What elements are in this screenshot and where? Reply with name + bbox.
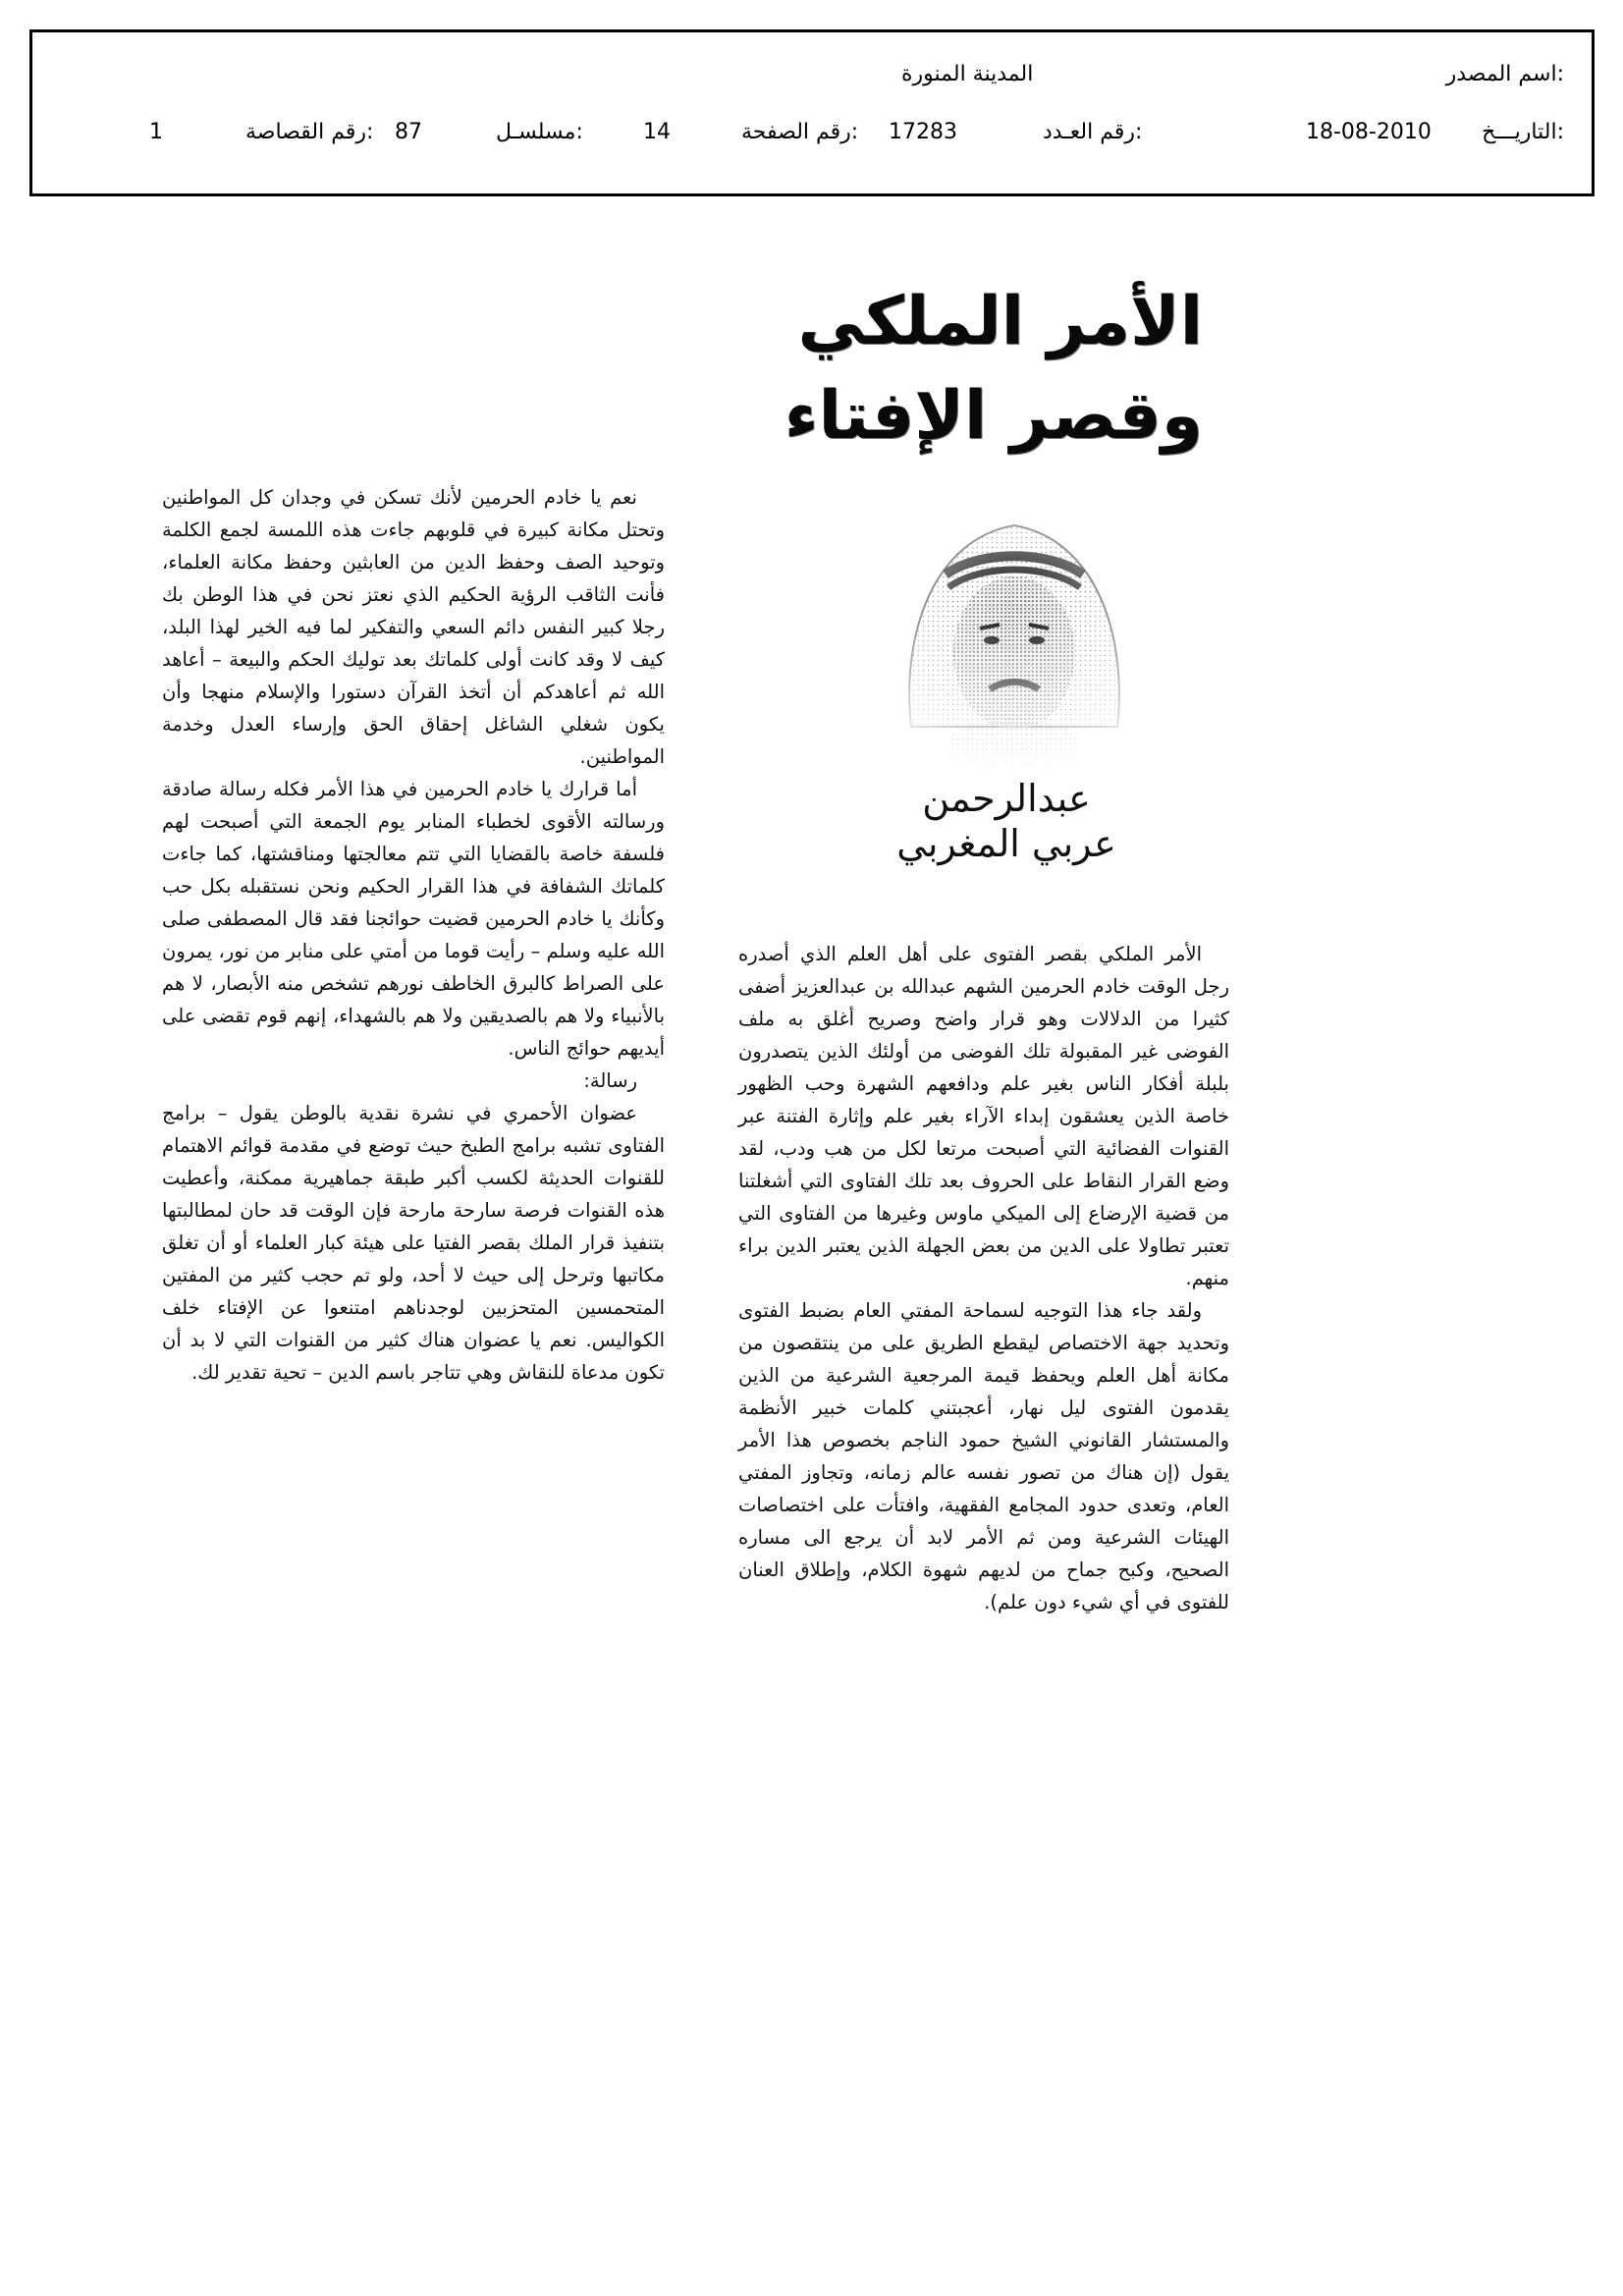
author-byline — [844, 776, 1168, 866]
left-paragraph-1: نعم يا خادم الحرمين لأنك تسكن في وجدان كل المواطنين وتحتل مكانة كبيرة في قلوبهم جاءت هذه اللمسة لجمع الكلمة وتوحيد الصف وحفظ الدين من العابثين وحفظ مكانة العلماء، فأنت الثاقب الرؤية الحكيم الذي نعتز نحن في هذا الوطن بك رجلا كبير النفس دائم السعي والتفكير لما فيه الخير لهذا البلد، كيف لا وقد كانت أولى كلماتك بعد توليك الحكم والبيعة – أعاهد الله ثم أعاهدكم أن أتخذ القرآن دستورا والإسلام منهجا وأن يكون شغلي الشاغل إحقاق الحق وإرساء العدل وخدمة المواطنين. — [162, 486, 665, 768]
serial-value: 87 — [395, 120, 422, 144]
date-value: 18-08-2010 — [1306, 120, 1432, 144]
right-paragraph-2: ولقد جاء هذا التوجيه لسماحة المفتي العام بضبط الفتوى وتحديد جهة الاختصاص ليقطع الطريق على من ينتقصون من مكانة أهل العلم ويحفظ قيمة المرجعية الشرعية من الذين يقدمون الفتوى ليل نهار، أعجبتني كلمات خبير الأنظمة والمستشار القانوني الشيخ حمود الناجم بخصوص هذا الأمر يقول (إن هناك من تصور نفسه عالم زمانه، وتجاوز المفتي العام، وتعدى حدود المجامع الفقهية، وافتأت على اختصاصات الهيئات الشرعية ومن ثم الأمر لابد أن يرجع الى مساره الصحيح، وكبح جماح من لديهم شهوة الكلام، وإطلاق العنان للفتوى في أي شيء دون علم). — [738, 1299, 1229, 1613]
message-label: رسالة: — [583, 1069, 637, 1092]
issue-label: رقم العـدد: — [1043, 120, 1143, 144]
right-paragraph-1: الأمر الملكي بقصر الفتوى على أهل العلم الذي أصدره رجل الوقت خادم الحرمين الشهم عبدالله بن عبدالعزيز أضفى كثيرا من الدلالات وهو قرار واضح وصريح أغلق به ملف الفوضى غير المقبولة تلك الفوضى من أولئك الذين يتصدرون بلبلة أفكار الناس بغير علم ودافعهم الشهرة وحب الظهور خاصة الذين يعشقون إبداء الآراء بغير علم وإثارة الفتنة عبر القنوات الفضائية التي أصبحت مرتعا لكل من هب ودب، لقد وضع القرار النقاط على الحروف بعد تلك الفتاوى التي أشغلتنا من قضية الإرضاع إلى الميكي ماوس وغيرها من الفتاوى التي تعتبر تطاولا على الدين من بعض الجهلة الذين يعتبر الدين براء منهم. — [738, 943, 1229, 1289]
clip-value: 1 — [149, 120, 163, 144]
issue-value: 17283 — [889, 120, 957, 144]
source-value: المدينة المنورة — [901, 62, 1034, 86]
source-label: اسم المصدر: — [1445, 62, 1564, 86]
page-value: 14 — [643, 120, 671, 144]
clip-label: رقم القصاصة: — [245, 120, 374, 144]
headline-line-1: الأمر الملكي — [797, 283, 1203, 360]
article-right-column — [738, 938, 1229, 1618]
left-paragraph-3: عضوان الأحمري في نشرة نقدية بالوطن يقول – برامج الفتاوى تشبه برامج الطبخ حيث توضع في مقدمة قوائم الاهتمام للقنوات الحديثة لكسب أكبر طبقة جماهيرية ممكنة، وأعطيت هذه القنوات فرصة سارحة مارحة فإن الوقت قد حان لمطالبتها بتنفيذ قرار الملك بقصر الفتيا على هيئة كبار العلماء أو أن تغلق مكاتبها وترحل إلى حيث لا أحد، ولو تم حجب كثير من المفتين المتحمسين المتحزبين لوجدناهم امتنعوا عن الإفتاء خلف الكواليس. نعم يا عضوان هناك كثير من القنوات التي لا بد أن تكون مدعاة للنقاش وهي تتاجر باسم الدين – تحية تقدير لك. — [162, 1102, 665, 1384]
article-left-column — [162, 481, 665, 1389]
page-label: رقم الصفحة: — [741, 120, 859, 144]
author-last-name: عربي المغربي — [896, 822, 1116, 865]
left-paragraph-2: أما قرارك يا خادم الحرمين في هذا الأمر فكله رسالة صادقة ورسالته الأقوى لخطباء المنابر يوم الجمعة التي أصبحت لهم فلسفة خاصة بالقضايا التي تتم معالجتها ومناقشتها، كما جاءت كلماتك الشفافة في هذا القرار الحكيم ونحن نستقبله بكل حب وكأنك يا خادم الحرمين قضيت حوائجنا فقد قال المصطفى صلى الله عليه وسلم – رأيت قوما من أمتي على منابر من نور، يمرون على الصراط كالبرق الخاطف نورهم تشخص منه الأبصار، لا هم بالأنبياء ولا هم بالصديقين ولا هم بالشهداء، إنهم قوم تقضى على أيديهم حوائج الناس. — [162, 778, 665, 1060]
date-label: التاريـــخ: — [1482, 120, 1564, 144]
author-photo — [842, 481, 1186, 766]
headline-line-2: وقصر الإفتاء — [784, 377, 1203, 455]
clipping-header-box — [29, 29, 1595, 196]
author-first-name: عبدالرحمن — [922, 777, 1091, 820]
serial-label: مسلسـل: — [496, 120, 583, 144]
article-headline — [614, 275, 1203, 464]
